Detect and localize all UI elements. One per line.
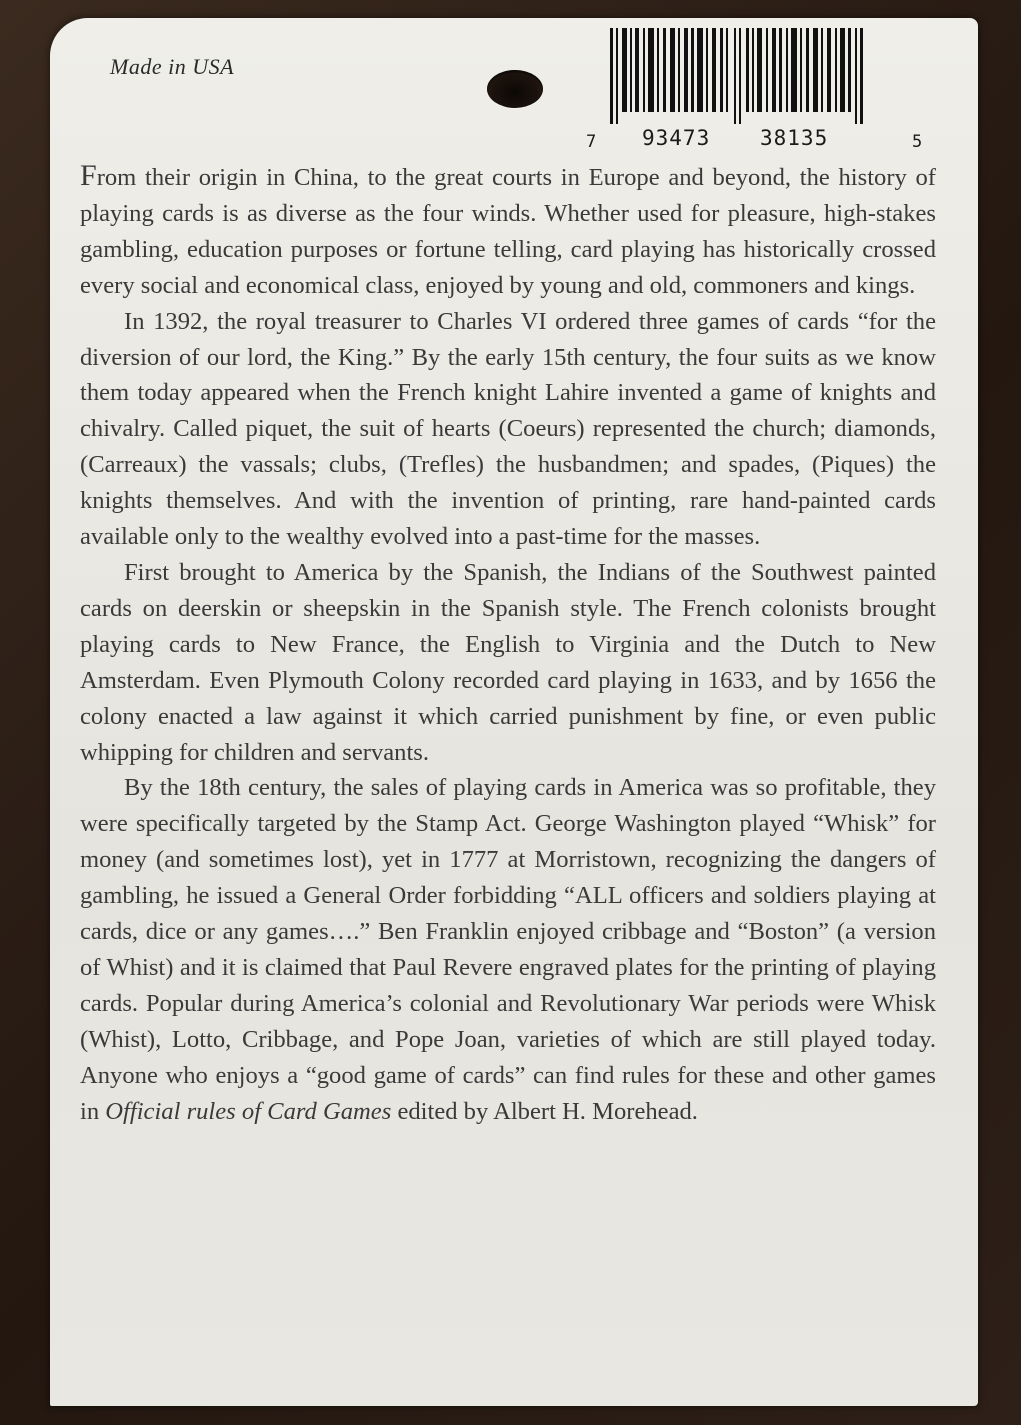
barcode	[578, 28, 938, 156]
paragraph-18th-century	[80, 770, 936, 1129]
paragraph-1392: In 1392, the royal treasurer to Charles VI ordered three games of cards “for the diversion of our lord, the King.” By the early 15th century, the four suits as we know them today appeared when the French knight Lahire invented a game of knights and chivalry. Called piquet, the suit of hearts (Coeurs) represented the church; diamonds, (Carreaux) the vassals; clubs, (Trefles) the husbandmen; and spades, (Piques) the knights themselves. And with the invention of printing, rare hand-painted cards available only to the wealthy evolved into a past-time for the masses.	[80, 307, 936, 551]
hang-hole	[487, 70, 543, 108]
paragraph-origin	[80, 158, 936, 304]
barcode-bars	[608, 28, 898, 128]
book-title: Official rules of Card Games	[105, 1097, 392, 1125]
barcode-digit-last: 5	[912, 132, 924, 152]
history-text	[80, 158, 936, 1129]
barcode-digits-left: 93473	[642, 126, 711, 150]
barcode-digits-right: 38135	[760, 126, 829, 150]
paragraph-america: First brought to America by the Spanish, the Indians of the Southwest painted cards on deerskin or sheepskin in the Spanish style. The French colonists brought playing cards to New France, the English to Virginia and the Dutch to New Amsterdam. Even Plymouth Colony recorded card playing in 1633, and by 1656 the colony enacted a law against it which carried punishment by fine, or even public whipping for children and servants.	[80, 558, 936, 766]
made-in-label: Made in USA	[110, 54, 235, 79]
paragraph-origin-text: rom their origin in China, to the great courts in Europe and beyond, the history of playing cards is as diverse as the four winds. Whether used for pleasure, high-stakes gambling, education purposes or fortune telling, card playing has historically crossed every social and economical class, enjoyed by young and old, commoners and kings.	[80, 164, 936, 299]
drop-cap: F	[80, 159, 97, 192]
paragraph-18th-century-end: edited by Albert H. Morehead.	[391, 1097, 698, 1125]
barcode-digit-first: 7	[586, 132, 598, 152]
paragraph-18th-century-text: By the 18th century, the sales of playing cards in America was so profitable, they were specifically targeted by the Stamp Act. George Washington played “Whisk” for money (and sometimes lost), yet in 1777 at Morristown, recognizing the dangers of gambling, he issued a General Order forbidding “ALL officers and soldiers playing at cards, dice or any games….” Ben Franklin enjoyed cribbage and “Boston” (a version of Whist) and it is claimed that Paul Revere engraved plates for the printing of playing cards. Popular during America’s colonial and Revolutionary War periods were Whisk (Whist), Lotto, Cribbage, and Pope Joan, varieties of which are still played today. Anyone who enjoys a “good game of cards” can find rules for these and other games in	[80, 774, 936, 1125]
card-back	[50, 18, 978, 1406]
